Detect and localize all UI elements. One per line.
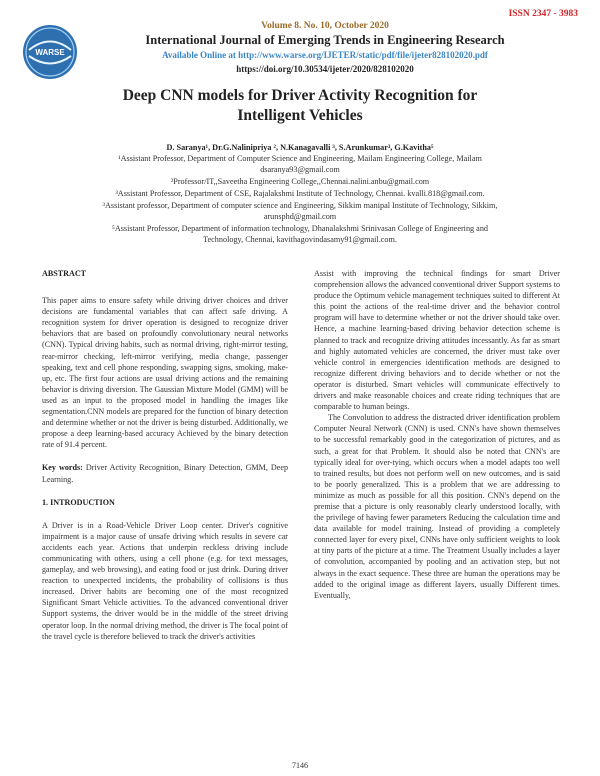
introduction-heading: 1. INTRODUCTION — [42, 497, 115, 507]
title-line-1: Deep CNN models for Driver Activity Recognition for — [122, 87, 478, 104]
affiliation-5: ⁵Assistant Professor, Department of information technology, Dhanalakshmi Srinivasan College of Engineering and — [111, 224, 489, 233]
affiliation-1: ¹Assistant Professor, Department of Computer Science and Engineering, Mailam Engineering College, Mailam — [118, 154, 482, 163]
left-column — [42, 268, 288, 642]
affiliation-5-cont: Technology, Chennai, kavithagovindasamy91@gmail.com. — [203, 235, 397, 244]
volume-info: Volume 8. No. 10, October 2020 — [261, 21, 389, 31]
affiliation-4: ³Assistant professor, Department of computer science and Engineering, Sikkim manipal Institute of Technology, Sikkim, — [102, 201, 498, 210]
affiliation-4-email: arunsphd@gmail.com — [263, 212, 337, 221]
author-list: D. Saranya¹, Dr.G.Nalinipriya ², N.Kanagavalli ³, S.Arunkumar³, G.Kavitha⁵ — [166, 143, 434, 152]
right-paragraph-2: The Convolution to address the distracted driver identification problem Computer Neural Network (CNN) is used. CNN's have shown themselves to be successful remarkably good in the categorization of pictures, and as such, a great for that Problem. It should also be noted that CNN's are typically ideal for over-tying, which occurs when a model adapts too well to trained results, but does not perform well on new outcomes, and is said to be poorly generalized. This is a problem that we are addressing to minimize as much as possible for all this position. CNN's depend on the premise that a picture is only reasonably clearly understood locally, with the privilege of having fewer parameters Reducing the calculation time and data available for model training. Instead of providing a completely connected layer for every pixel, CNNs have only sufficient weights to look at tiny parts of the picture at a time. The Treatment Usually includes a layer of convolution, accompanied by pooling and an activation step, but not always in the exact sequence. These three are human the operations may be added to the original image as different layers, usually Different times. Eventually, — [314, 413, 560, 600]
paper-title — [60, 86, 540, 126]
keywords — [42, 462, 288, 484]
title-line-2: Intelligent Vehicles — [237, 107, 363, 124]
right-paragraph-1: Assist with improving the technical findings for smart Driver comprehension allows the advanced conventional driver Support systems to produce the Optimum vehicle management techniques suited to different At this point the actions of the real-time driver and the behavior control program will have to determine whether or not the driver should take over. Hence, a machine learning-based driving behavior detection scheme is planned to track and recognize driving attitudes incessantly. As far as smart and highly automated vehicles are concerned, the driver must take over vehicle control in emergencies identification methods are designed to recognize different driving behaviors and to decide whether or not the operator is disturbed. Smart vehicles will communicate effectively to drivers and make reasonable choices and create riding techniques that are comparable to human beings. — [314, 269, 560, 412]
journal-name: International Journal of Emerging Trends in Engineering Research — [145, 33, 505, 47]
affiliation-2: ²Professor/IT,,Saveetha Engineering College,,Chennai.nalini.anbu@gmail.com — [170, 177, 430, 186]
page-number: 7146 — [292, 761, 308, 770]
issn-label: ISSN 2347 - 3983 — [508, 9, 578, 19]
affiliation-3: ³Assistant Professor, Department of CSE, Rajalakshmi Institute of Technology, Chennai. kvalli.818@gmail.com. — [115, 189, 485, 198]
available-online-link[interactable]: Available Online at http://www.warse.org/IJETER/static/pdf/file/ijeter828102020.pdf — [162, 50, 488, 60]
keywords-label: Key words: — [42, 463, 83, 473]
logo-text: WARSE — [35, 48, 65, 57]
abstract-text: This paper aims to ensure safety while driving driver choices and driver decisions are fundamental variables that can affect safe driving. A recognition system for driver operation is designed to recognize driver behaviors that are based on profoundly convolutionary neural networks (CNN). Typical driving habits, such as normal driving, right-mirror testing, rear-mirror checking, left-mirror verifying, media change, passenger speaking, text and cell phone responding, swapping signs, smoking, make-up, etc. The first four actions are usual driving actions and the remaining behavior is driving diversion. The Gaussian Mixture Model (GMM) will be used as an input to the proposed model in handling the images like segmentation.CNN models are prepared for the function of binary detection and determine whether or not the driver is being disturbed. Additionally, we propose a deep learning-based accuracy Achieved by the binary detection rate of 91.4 percent. — [42, 296, 288, 450]
keywords-text: Driver Activity Recognition, Binary Detection, GMM, Deep Learning. — [42, 463, 288, 484]
introduction-text: A Driver is in a Road-Vehicle Driver Loop center. Driver's cognitive impairment is a major cause of unsafe driving which results in severe car accidents each year. Actions that underpin reckless driving include communicating with others, using a cell phone (e.g. for text messages, gameplay, and web browsing), and eating food or just drink. During driver reaction to unexpected incidents, the probability of collisions is thus increased. Driver habits are becoming one of the most recognized Significant Smart Vehicle activities. To the advanced conventional driver Support systems, the driver would be in the middle of the street driving operator loop. In the normal driving method, the driver is The focal point of the travel cycle is therefore believed to track the driver's activities — [42, 520, 288, 641]
doi-link[interactable]: https://doi.org/10.30534/ijeter/2020/828102020 — [236, 64, 414, 74]
journal-logo — [21, 23, 79, 81]
affiliation-1-email: dsaranya93@gmail.com — [260, 165, 340, 174]
right-column — [314, 268, 560, 601]
abstract-heading: ABSTRACT — [42, 269, 87, 278]
